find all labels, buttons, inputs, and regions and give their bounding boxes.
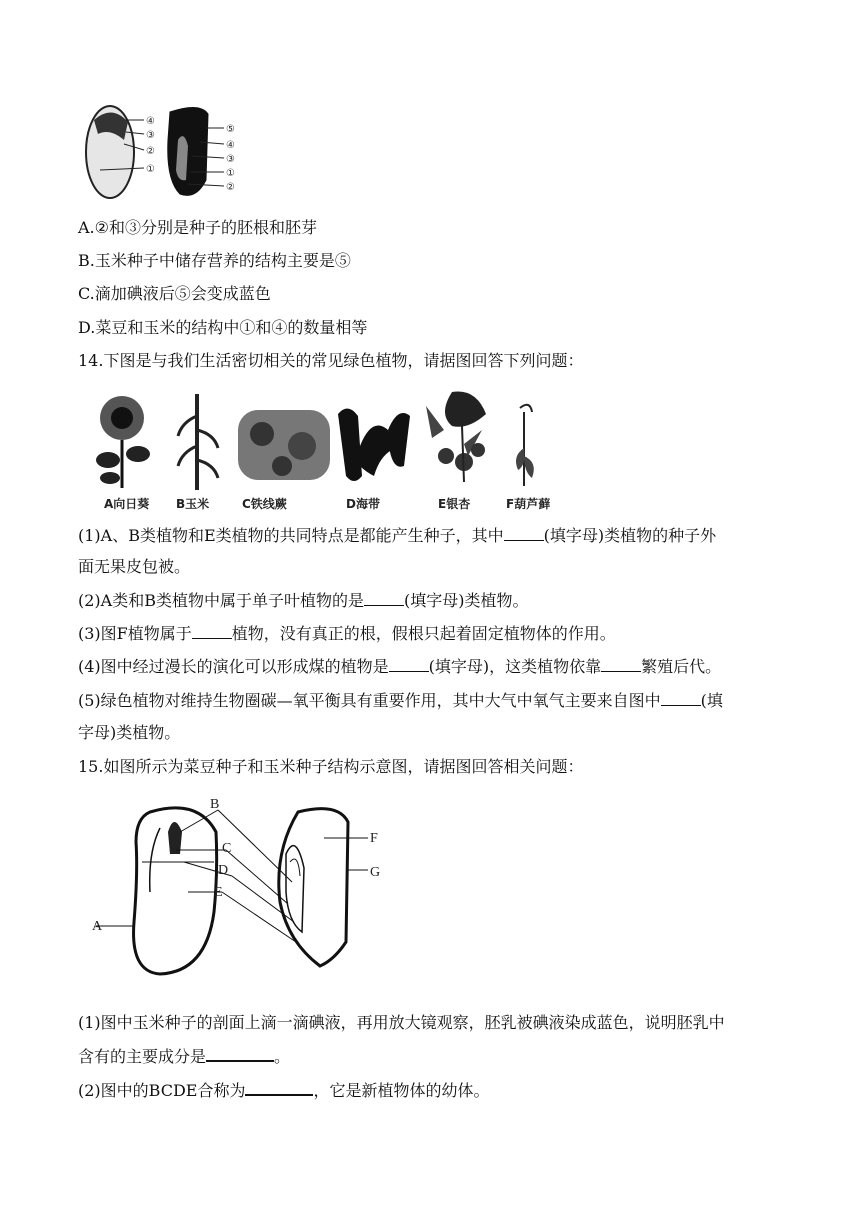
- ginkgo-image: [426, 391, 486, 482]
- label-a: A: [92, 919, 103, 934]
- answer-blank[interactable]: [601, 657, 641, 672]
- answer-blank[interactable]: [192, 624, 232, 639]
- q14-stem: 14.下图是与我们生活密切相关的常见绿色植物，请据图回答下列问题：: [78, 351, 584, 370]
- caption-e: E银杏: [438, 497, 471, 511]
- q13-option-a: A.②和③分别是种子的胚根和胚芽: [78, 218, 317, 237]
- label-e: E: [214, 885, 223, 900]
- caption-f: F葫芦藓: [506, 497, 551, 511]
- q14-part-1-cont: 面无果皮包被。: [78, 557, 191, 576]
- caption-b: B玉米: [176, 497, 210, 511]
- q15-part-1-cont: 含有的主要成分是 。: [78, 1047, 291, 1066]
- label-d: D: [218, 863, 229, 878]
- corn-plant-image: [178, 394, 218, 490]
- q13-option-c: C.滴加碘液后⑤会变成蓝色: [78, 284, 271, 303]
- bean-label-1: ①: [146, 164, 155, 175]
- q14-part-5: (5)绿色植物对维持生物圈碳—氧平衡具有重要作用，其中大气中氧气主要来自图中 (填: [78, 691, 723, 710]
- q15-part-2: (2)图中的BCDE合称为 ，它是新植物体的幼体。: [78, 1081, 490, 1100]
- q14-part-5-cont: 字母)类植物。: [78, 723, 181, 742]
- plants-figure-q14: [92, 386, 552, 512]
- label-g: G: [370, 865, 381, 880]
- corn-label-5: ⑤: [226, 124, 235, 135]
- corn-label-2: ②: [226, 182, 235, 193]
- corn-label-1: ①: [226, 168, 235, 179]
- caption-c: C铁线蕨: [242, 497, 287, 511]
- q14-part-1: (1)A、B类植物和E类植物的共同特点是都能产生种子，其中 (填字母)类植物的种子外: [78, 526, 717, 545]
- kelp-image: [338, 408, 410, 481]
- corn-seed-shape: [168, 107, 208, 195]
- corn-label-3: ③: [226, 154, 235, 165]
- q14-part-4: (4)图中经过漫长的演化可以形成煤的植物是 (填字母)，这类植物依靠 繁殖后代。: [78, 657, 722, 676]
- q15-part-1: (1)图中玉米种子的剖面上滴一滴碘液，再用放大镜观察，胚乳被碘液染成蓝色，说明胚乳中: [78, 1013, 725, 1032]
- label-c: C: [222, 841, 232, 856]
- caption-d: D海带: [346, 497, 380, 511]
- q14-part-3: (3)图F植物属于 植物，没有真正的根，假根只起着固定植物体的作用。: [78, 624, 616, 643]
- corn-label-4: ④: [226, 140, 235, 151]
- label-f: F: [370, 831, 378, 846]
- label-b: B: [210, 797, 220, 812]
- answer-blank[interactable]: [364, 591, 404, 606]
- answer-blank[interactable]: [389, 657, 429, 672]
- answer-blank[interactable]: [206, 1046, 274, 1062]
- caption-a: A向日葵: [104, 497, 150, 511]
- q13-option-b: B.玉米种子中储存营养的结构主要是⑤: [78, 251, 351, 270]
- fern-image: [238, 410, 330, 480]
- bean-label-4: ④: [146, 116, 155, 127]
- moss-image: [516, 405, 534, 486]
- answer-blank[interactable]: [661, 691, 701, 706]
- seed-structure-figure-q15: [88, 792, 388, 982]
- seed-diagram-q13: [80, 100, 250, 205]
- q15-stem: 15.如图所示为菜豆种子和玉米种子结构示意图，请据图回答相关问题：: [78, 757, 584, 776]
- q14-part-2: (2)A类和B类植物中属于单子叶植物的是 (填字母)类植物。: [78, 591, 529, 610]
- corn-seed-outline: [279, 809, 348, 966]
- answer-blank[interactable]: [504, 526, 544, 541]
- sunflower-image: [96, 396, 150, 488]
- q13-option-d: D.菜豆和玉米的结构中①和④的数量相等: [78, 318, 368, 337]
- bean-label-3: ③: [146, 130, 155, 141]
- bean-label-2: ②: [146, 146, 155, 157]
- answer-blank[interactable]: [245, 1080, 313, 1096]
